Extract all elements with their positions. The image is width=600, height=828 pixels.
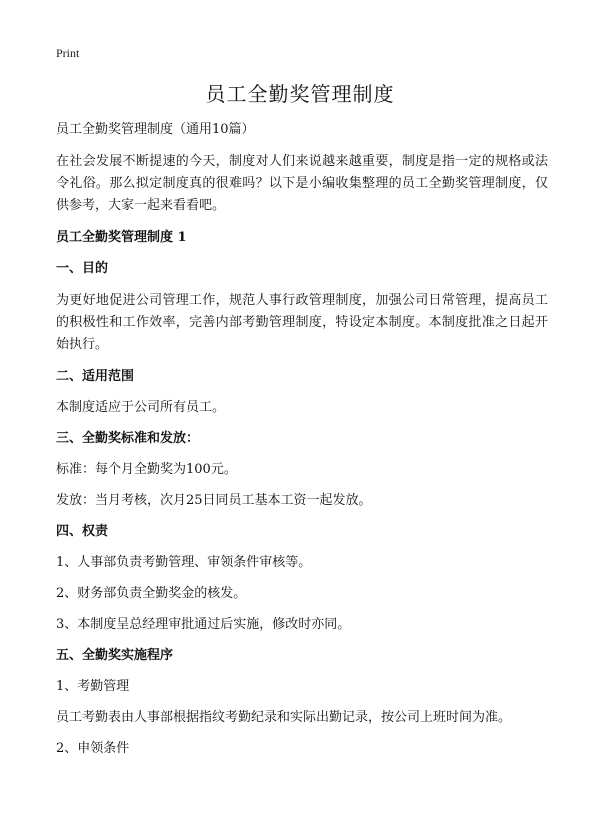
purpose-paragraph: 为更好地促进公司管理工作，规范人事行政管理制度，加强公司日常管理，提高员工的积极性和工作效率，完善内部考勤管理制度，特设定本制度。本制度批准之日起开始执行。 xyxy=(56,293,548,352)
heading-scope: 二、适用范围 xyxy=(56,369,135,384)
heading-standard: 三、全勤奖标准和发放： xyxy=(56,431,200,446)
responsibility-item-3: 3、本制度呈总经理审批通过后实施，修改时亦同。 xyxy=(56,617,351,632)
procedure-item-2: 2、申领条件 xyxy=(56,741,130,756)
section-title: 员工全勤奖管理制度 1 xyxy=(56,230,187,245)
document-title: 员工全勤奖管理制度 xyxy=(205,82,395,106)
attendance-paragraph: 员工考勤表由人事部根据指纹考勤纪录和实际出勤记录，按公司上班时间为准。 xyxy=(56,710,512,725)
heading-purpose: 一、目的 xyxy=(56,261,109,276)
document-subtitle: 员工全勤奖管理制度（通用10篇） xyxy=(56,122,255,137)
responsibility-item-1: 1、人事部负责考勤管理、审领条件审核等。 xyxy=(56,555,312,570)
scope-paragraph: 本制度适应于公司所有员工。 xyxy=(56,400,226,415)
responsibility-item-2: 2、财务部负责全勤奖金的核发。 xyxy=(56,586,247,601)
procedure-item-1: 1、考勤管理 xyxy=(56,679,130,694)
heading-procedure: 五、全勤奖实施程序 xyxy=(56,648,174,663)
heading-responsibility: 四、权责 xyxy=(56,524,109,539)
intro-paragraph: 在社会发展不断提速的今天，制度对人们来说越来越重要，制度是指一定的规格或法令礼俗。那么拟定制度真的很难吗？以下是小编收集整理的员工全勤奖管理制度，仅供参考，大家一起来看看吧。 xyxy=(56,154,548,213)
document-body xyxy=(56,120,548,770)
payment-paragraph: 发放：当月考核，次月25日同员工基本工资一起发放。 xyxy=(56,493,372,508)
print-link[interactable]: Print xyxy=(56,46,80,60)
standard-paragraph: 标准：每个月全勤奖为100元。 xyxy=(56,462,237,477)
